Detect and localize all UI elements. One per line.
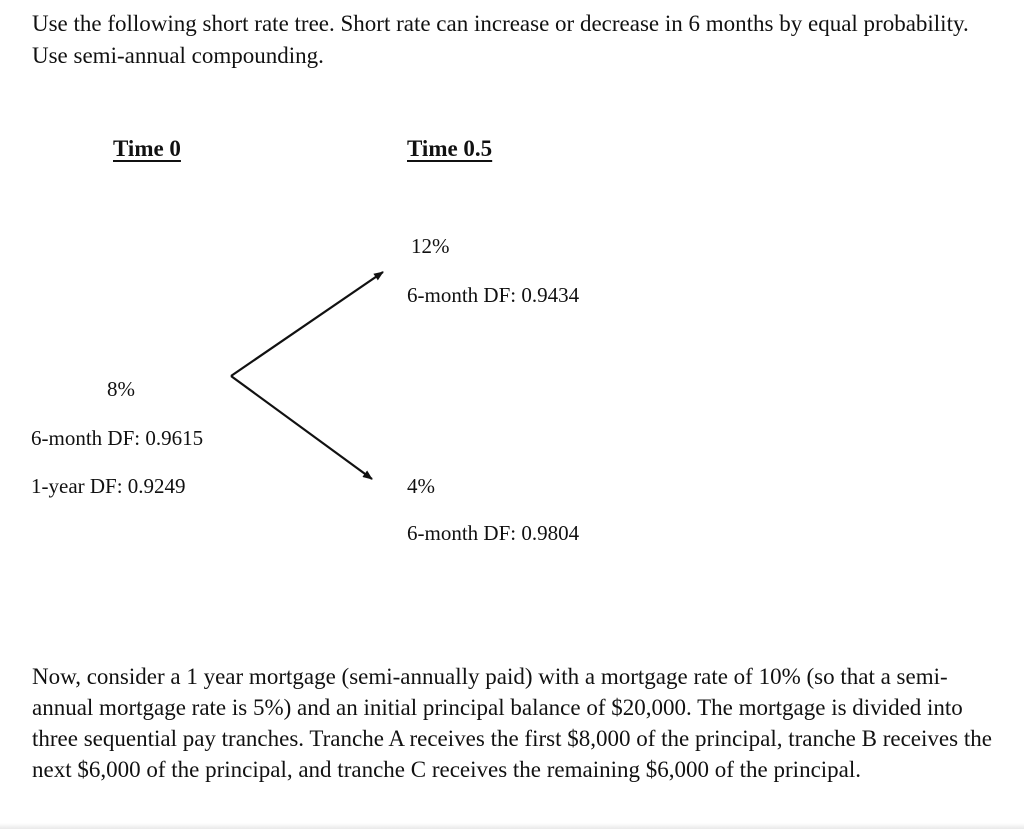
up-node-rate: 12%: [411, 234, 450, 258]
up-node-6month-df: 6-month DF: 0.9434: [407, 283, 580, 307]
time-0-header: Time 0: [113, 136, 181, 161]
mortgage-description: Now, consider a 1 year mortgage (semi-annually paid) with a mortgage rate of 10% (so that a semi-annual mortgage rate is 5%) and an initial principal balance of $20,000. The mortgage is divided into three sequential pay tranches. Tranche A receives the first $8,000 of the principal, tranche B receives the next $6,000 of the principal, and tranche C receives the remaining $6,000 of the principal.: [32, 664, 992, 782]
down-branch-arrow: [231, 376, 372, 479]
time-0-rate: 8%: [107, 377, 135, 401]
time-0-6month-df: 6-month DF: 0.9615: [31, 426, 204, 450]
problem-intro: Use the following short rate tree. Short rate can increase or decrease in 6 months by equal probability. Use semi-annual compounding.: [32, 11, 969, 68]
down-node-6month-df: 6-month DF: 0.9804: [407, 521, 580, 545]
bottom-edge-divider: [0, 823, 1024, 829]
down-node-rate: 4%: [407, 474, 435, 498]
time-0-1year-df: 1-year DF: 0.9249: [31, 474, 186, 498]
up-branch-arrow: [231, 272, 383, 376]
time-05-header: Time 0.5: [407, 136, 493, 161]
